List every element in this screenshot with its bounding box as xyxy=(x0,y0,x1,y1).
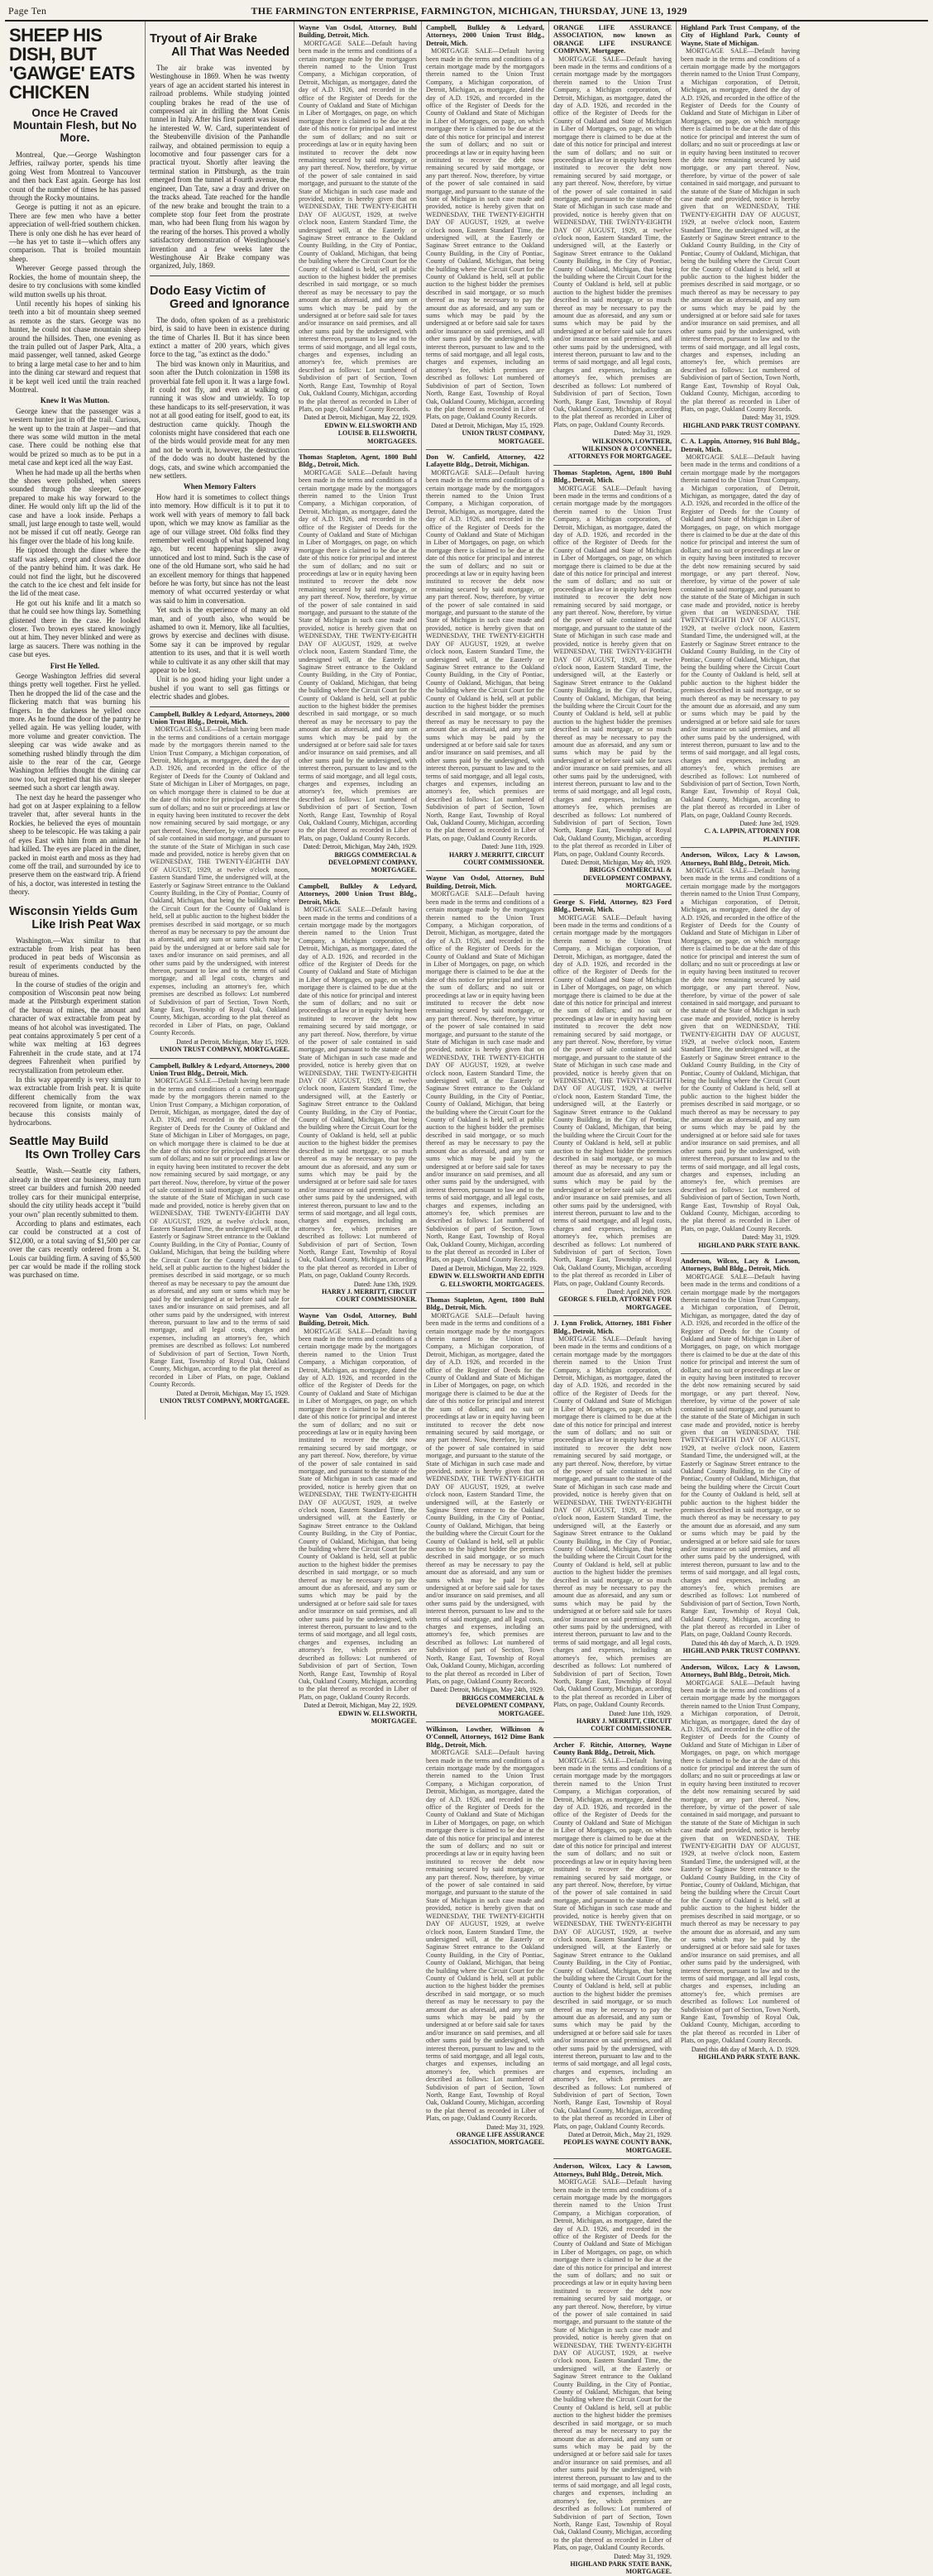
legal-notice-signature: HIGHLAND PARK TRUST COMPANY. xyxy=(682,1647,800,1655)
notice-divider xyxy=(426,1721,544,1722)
story-paragraph: Seattle, Wash.—Seattle city fathers, already in the street car business, may turn street car builders and furnish 200 needed trolley cars for their municipal enterprise, should the city utility heads accept it "build your own" plan recently submitted to them. xyxy=(9,1166,141,1219)
story-wisconsin-headline xyxy=(9,905,141,931)
legal-notice-body: MORTGAGE SALE—Default having been made in the terms and conditions of a certain mortgage made by the mortgagors therein named to the Union Trust Company, a Michigan corporation, of Detroit, Michigan, as mortgagee, dated the day of A.D. 1926, and recorded in the office of the Register of Deeds for the County of Oakland and State of Michigan in Liber of Mortgages, on page, on which mortgage there is claimed to be due at the date of this notice for principal and interest the sum of dollars; and no suit or proceedings at law or in equity having been instituted to recover the debt now remaining secured by said mortgage, or any part thereof. Now, therefore, by virtue of the power of sale contained in said mortgage, and pursuant to the statute of the State of Michigan in such case made and provided, notice is hereby given that on WEDNESDAY, THE TWENTY-EIGHTH DAY OF AUGUST, 1929, at twelve o'clock noon, Eastern Standard Time, the undersigned will, at the Easterly or Saginaw Street entrance to the Oakland County Building, in the City of Pontiac, County of Oakland, Michigan, that being the building where the Circuit Court for the County of Oakland is held, sell at public auction to the highest bidder the premises described in said mortgage, or so much thereof as may be necessary to pay the amount due as aforesaid, and any sum or sums which may be paid by the undersigned at or before said sale for taxes and/or insurance on said premises, and all other sums paid by the undersigned, with interest thereon, pursuant to law and to the terms of said mortgage, and all legal costs, charges and expenses, including an attorney's fee, which premises are described as follows: Lot numbered of Subdivision of part of Section, Town North, Range East, Township of Royal Oak, Oakland County, Michigan, according to the plat thereof as recorded in Liber of Plats, on page, Oakland County Records. xyxy=(299,39,418,413)
column-1 xyxy=(5,22,146,1420)
legal-notice-body: MORTGAGE SALE—Default having been made in the terms and conditions of a certain mortgage made by the mortgagors therein named to the Union Trust Company, a Michigan corporation, of Detroit, Michigan, as mortgagee, dated the day of A.D. 1926, and recorded in the office of the Register of Deeds for the County of Oakland and State of Michigan in Liber of Mortgages, on page, on which mortgage there is claimed to be due at the date of this notice for principal and interest the sum of dollars; and no suit or proceedings at law or in equity having been instituted to recover the debt now remaining secured by said mortgage, or any part thereof. Now, therefore, by virtue of the power of sale contained in said mortgage, and pursuant to the statute of the State of Michigan in such case made and provided, notice is hereby given that on WEDNESDAY, THE TWENTY-EIGHTH DAY OF AUGUST, 1929, at twelve o'clock noon, Eastern Standard Time, the undersigned will, at the Easterly or Saginaw Street entrance to the Oakland County Building, in the City of Pontiac, County of Oakland, Michigan, that being the building where the Circuit Court for the County of Oakland is held, sell at public auction to the highest bidder the premises described in said mortgage, or so much thereof as may be necessary to pay the amount due as aforesaid, and any sum or sums which may be paid by the undersigned at or before said sale for taxes and/or insurance on said premises, and all other sums paid by the undersigned, with interest thereon, pursuant to law and to the terms of said mortgage, and all legal costs, charges and expenses, including an attorney's fee, which premises are described as follows: Lot numbered of Subdivision of part of Section, Town North, Range East, Township of Royal Oak, Oakland County, Michigan, according to the plat thereof as recorded in Liber of Plats, on page, Oakland County Records. xyxy=(426,1311,545,1685)
legal-notice-signature: HIGHLAND PARK STATE BANK. xyxy=(698,1241,800,1249)
legal-notice-signature: HARRY J. MERRITT, CIRCUIT COURT COMMISSIONER. xyxy=(448,850,544,867)
legal-notice-body: MORTGAGE SALE—Default having been made in the terms and conditions of a certain mortgage made by the mortgagors therein named to the Union Trust Company, a Michigan corporation, of Detroit, Michigan, as mortgagee, dated the day of A.D. 1926, and recorded in the office of the Register of Deeds for the County of Oakland and State of Michigan in Liber of Mortgages, on page, on which mortgage there is claimed to be due at the date of this notice for principal and interest the sum of dollars; and no suit or proceedings at law or in equity having been instituted to recover the debt now remaining secured by said mortgage, or any part thereof. Now, therefore, by virtue of the power of sale contained in said mortgage, and pursuant to the statute of the State of Michigan in such case made and provided, notice is hereby given that on WEDNESDAY, THE TWENTY-EIGHTH DAY OF AUGUST, 1929, at twelve o'clock noon, Eastern Standard Time, the undersigned will, at the Easterly or Saginaw Street entrance to the Oakland County Building, in the City of Pontiac, County of Oakland, Michigan, that being the building where the Circuit Court for the County of Oakland is held, sell at public auction to the highest bidder the premises described in said mortgage, or so much thereof as may be necessary to pay the amount due as aforesaid, and any sum or sums which may be paid by the undersigned at or before said sale for taxes and/or insurance on said premises, and all other sums paid by the undersigned, with interest thereon, pursuant to law and to the terms of said mortgage, and all legal costs, charges and expenses, including an attorney's fee, which premises are described as follows: Lot numbered of Subdivision of part of Section, Town North, Range East, Township of Royal Oak, Oakland County, Michigan, according to the plat thereof as recorded in Liber of Plats, on page, Oakland County Records. xyxy=(681,47,800,413)
legal-notice xyxy=(299,883,417,1304)
legal-notice-attorney: Wayne Van Osdol, Attorney, Buhl Building, Detroit, Mich. xyxy=(426,874,544,890)
story-paragraph: Wherever George passed through the Rockies, the home of mountain sheep, the desire to try conclusions with some kindled wild mutton swells up his throat. xyxy=(9,264,141,299)
page-number: Page Ten xyxy=(8,5,47,17)
notice-divider xyxy=(299,1308,417,1309)
legal-notice-date: Dated this 4th day of March, A. D. 1929. xyxy=(691,2045,800,2053)
legal-notice-body: MORTGAGE SALE—Default having been made in the terms and conditions of a certain mortgage made by the mortgagors therein named to the Union Trust Company, a Michigan corporation, of Detroit, Michigan, as mortgagee, dated the day of A.D. 1926, and recorded in the office of the Register of Deeds for the County of Oakland and State of Michigan in Liber of Mortgages, on page, on which mortgage there is claimed to be due at the date of this notice for principal and interest the sum of dollars; and no suit or proceedings at law or in equity having been instituted to recover the debt now remaining secured by said mortgage, or any part thereof. Now, therefore, by virtue of the power of sale contained in said mortgage, and pursuant to the statute of the State of Michigan in such case made and provided, notice is hereby given that on WEDNESDAY, THE TWENTY-EIGHTH DAY OF AUGUST, 1929, at twelve o'clock noon, Eastern Standard Time, the undersigned will, at the Easterly or Saginaw Street entrance to the Oakland County Building, in the City of Pontiac, County of Oakland, Michigan, that being the building where the Circuit Court for the County of Oakland is held, sell at public auction to the highest bidder the premises described in said mortgage, or so much thereof as may be necessary to pay the amount due as aforesaid, and any sum or sums which may be paid by the undersigned at or before said sale for taxes and/or insurance on said premises, and all other sums paid by the undersigned, with interest thereon, pursuant to law and to the terms of said mortgage, and all legal costs, charges and expenses, including an attorney's fee, which premises are described as follows: Lot numbered of Subdivision of part of Section, Town North, Range East, Township of Royal Oak, Oakland County, Michigan, according to the plat thereof as recorded in Liber of Plats, on page, Oakland County Records. xyxy=(553,1756,672,2130)
legal-notice-signature: HARRY J. MERRITT, CIRCUIT COURT COMMISSIONER. xyxy=(576,1717,672,1733)
newspaper-title: THE FARMINGTON ENTERPRISE, FARMINGTON, MICHIGAN, THURSDAY, JUNE 13, 1929 xyxy=(251,5,687,17)
legal-notice-date: Dated at Detroit, Michigan, May 15, 1929. xyxy=(176,1037,289,1046)
story-paragraph: George knew that the passenger was a western hunter just in off the trail. Curious, he went up to the train at Jasper—and that there was some wild mutton in the metal case. There could be nothing else that would be prized so much as to be put in a metal case and kept iced all the way East. xyxy=(9,406,141,467)
story-paragraph: According to plans and estimates, each car could be constructed at a cost of $12,000, or a total saving of $1,500 per car over the cars recently ordered from a St. Louis car building firm. A saving of $5,500 per car would be made if the rolling stock was purchased on time. xyxy=(9,1219,141,1280)
legal-notice-date: Dated: June 11th, 1929. xyxy=(481,843,544,851)
notice-divider xyxy=(553,1315,672,1316)
legal-notice-body: MORTGAGE SALE—Default having been made in the terms and conditions of a certain mortgage made by the mortgagors therein named to the Union Trust Company, a Michigan corporation, of Detroit, Michigan, as mortgagee, dated the day of A.D. 1926, and recorded in the office of the Register of Deeds for the County of Oakland and State of Michigan in Liber of Mortgages, on page, on which mortgage there is claimed to be due at the date of this notice for principal and interest the sum of dollars; and no suit or proceedings at law or in equity having been instituted to recover the debt now remaining secured by said mortgage, or any part thereof. Now, therefore, by virtue of the power of sale contained in said mortgage, and pursuant to the statute of the State of Michigan in such case made and provided, notice is hereby given that on WEDNESDAY, THE TWENTY-EIGHTH DAY OF AUGUST, 1929, at twelve o'clock noon, Eastern Standard Time, the undersigned will, at the Easterly or Saginaw Street entrance to the Oakland County Building, in the City of Pontiac, County of Oakland, Michigan, that being the building where the Circuit Court for the County of Oakland is held, sell at public auction to the highest bidder the premises described in said mortgage, or so much thereof as may be necessary to pay the amount due as aforesaid, and any sum or sums which may be paid by the undersigned at or before said sale for taxes and/or insurance on said premises, and all other sums paid by the undersigned, with interest thereon, pursuant to law and to the terms of said mortgage, and all legal costs, charges and expenses, including an attorney's fee, which premises are described as follows: Lot numbered of Subdivision of part of Section, Town North, Range East, Township of Royal Oak, Oakland County, Michigan, according to the plat thereof as recorded in Liber of Plats, on page, Oakland County Records. xyxy=(553,484,672,858)
column-5 xyxy=(549,22,677,2576)
legal-notice-attorney: Campbell, Bulkley & Ledyard, Attorneys, 2000 Union Trust Bldg., Detroit, Mich. xyxy=(150,1061,289,1077)
headline-line: Wisconsin Yields Gum xyxy=(9,904,138,918)
legal-notice-signature: BRIGGS COMMERCIAL & DEVELOPMENT COMPANY, MORTGAGEE. xyxy=(583,866,672,890)
legal-notice xyxy=(299,24,417,445)
legal-notice-attorney: Thomas Stapleton, Agent, 1800 Buhl Bldg., Detroit, Mich. xyxy=(426,1296,544,1312)
headline-line: Greed and Ignorance xyxy=(169,297,289,311)
legal-notice-body: MORTGAGE SALE—Default having been made in the terms and conditions of a certain mortgage made by the mortgagors therein named to the Union Trust Company, a Michigan corporation, of Detroit, Michigan, as mortgagee, dated the day of A.D. 1926, and recorded in the office of the Register of Deeds for the County of Oakland and State of Michigan in Liber of Mortgages, on page, on which mortgage there is claimed to be due at the date of this notice for principal and interest the sum of dollars; and no suit or proceedings at law or in equity having been instituted to recover the debt now remaining secured by said mortgage, or any part thereof. Now, therefore, by virtue of the power of sale contained in said mortgage, and pursuant to the statute of the State of Michigan in such case made and provided, notice is hereby given that on WEDNESDAY, THE TWENTY-EIGHTH DAY OF AUGUST, 1929, at twelve o'clock noon, Eastern Standard Time, the undersigned will, at the Easterly or Saginaw Street entrance to the Oakland County Building, in the City of Pontiac, County of Oakland, Michigan, that being the building where the Circuit Court for the County of Oakland is held, sell at public auction to the highest bidder the premises described in said mortgage, or so much thereof as may be necessary to pay the amount due as aforesaid, and any sum or sums which may be paid by the undersigned at or before said sale for taxes and/or insurance on said premises, and all other sums paid by the undersigned, with interest thereon, pursuant to law and to the terms of said mortgage, and all legal costs, charges and expenses, including an attorney's fee, which premises are described as follows: Lot numbered of Subdivision of part of Section, Town North, Range East, Township of Royal Oak, Oakland County, Michigan, according to the plat thereof as recorded in Liber of Plats, on page, Oakland County Records. xyxy=(681,1272,800,1639)
headline-line: Its Own Trolley Cars xyxy=(25,1148,141,1162)
legal-notice xyxy=(299,453,417,874)
notice-divider xyxy=(299,449,417,450)
story-paragraph: George Washington Jeffries did several things pretty well together. First he yelled. Then he dropped the lid of the case and the flickering match that was burning his fingers. In the darkness he yelled once more. As he found the door of the pantry he yelled again. He was yelling louder, with more volume and greater conviction. The sleeping car was wide awake and as something rushed blindly through the dim aisle to the rear of the car, George Washington Jeffries thought the dining car now too, but regretted that his own sleeper seemed such a short car length away. xyxy=(9,671,141,792)
column-6 xyxy=(677,22,804,2061)
legal-notice-signature: ORANGE LIFE ASSURANCE ASSOCIATION, MORTGAGEE. xyxy=(449,2131,544,2147)
legal-notice-body: MORTGAGE SALE—Default having been made in the terms and conditions of a certain mortgage made by the mortgagors therein named to the Union Trust Company, a Michigan corporation, of Detroit, Michigan, as mortgagee, dated the day of A.D. 1926, and recorded in the office of the Register of Deeds for the County of Oakland and State of Michigan in Liber of Mortgages, on page, on which mortgage there is claimed to be due at the date of this notice for principal and interest the sum of dollars; and no suit or proceedings at law or in equity having been instituted to recover the debt now remaining secured by said mortgage, or any part thereof. Now, therefore, by virtue of the power of sale contained in said mortgage, and pursuant to the statute of the State of Michigan in such case made and provided, notice is hereby given that on WEDNESDAY, THE TWENTY-EIGHTH DAY OF AUGUST, 1929, at twelve o'clock noon, Eastern Standard Time, the undersigned will, at the Easterly or Saginaw Street entrance to the Oakland County Building, in the City of Pontiac, County of Oakland, Michigan, that being the building where the Circuit Court for the County of Oakland is held, sell at public auction to the highest bidder the premises described in said mortgage, or so much thereof as may be necessary to pay the amount due as aforesaid, and any sum or sums which may be paid by the undersigned at or before said sale for taxes and/or insurance on said premises, and all other sums paid by the undersigned, with interest thereon, pursuant to law and to the terms of said mortgage, and all legal costs, charges and expenses, including an attorney's fee, which premises are described as follows: Lot numbered of Subdivision of part of Section, Town North, Range East, Township of Royal Oak, Oakland County, Michigan, according to the plat thereof as recorded in Liber of Plats, on page, Oakland County Records. xyxy=(299,906,418,1280)
notice-divider xyxy=(681,847,800,848)
legal-notice-attorney: George S. Field, Attorney, 823 Ford Bldg., Detroit, Mich. xyxy=(553,898,672,914)
legal-notice-date: Dated: May 31, 1929. xyxy=(742,1233,800,1242)
legal-notices-col4 xyxy=(426,24,544,2147)
legal-notice-attorney: ORANGE LIFE ASSURANCE ASSOCIATION, now known as ORANGE LIFE INSURANCE COMPANY, Mortgagee. xyxy=(553,24,672,55)
legal-notice xyxy=(426,1726,544,2147)
legal-notice-date: Dated: May 31, 1929. xyxy=(742,414,800,422)
legal-notice-date: Dated: Detroit, Michigan, May 24th, 1929. xyxy=(303,843,417,851)
legal-notice-attorney: C. A. Lappin, Attorney, 916 Buhl Bldg., Detroit, Mich. xyxy=(681,438,800,453)
masthead xyxy=(5,3,928,22)
legal-notice-signature: EDWIN W. ELLSWORTH, MORTGAGEE. xyxy=(338,1709,417,1725)
legal-notice xyxy=(681,851,800,1249)
legal-notice-body: MORTGAGE SALE—Default having been made in the terms and conditions of a certain mortgage made by the mortgagors therein named to the Union Trust Company, a Michigan corporation, of Detroit, Michigan, as mortgagee, dated the day of A.D. 1926, and recorded in the office of the Register of Deeds for the County of Oakland and State of Michigan in Liber of Mortgages, on page, on which mortgage there is claimed to be due at the date of this notice for principal and interest the sum of dollars; and no suit or proceedings at law or in equity having been instituted to recover the debt now remaining secured by said mortgage, or any part thereof. Now, therefore, by virtue of the power of sale contained in said mortgage, and pursuant to the statute of the State of Michigan in such case made and provided, notice is hereby given that on WEDNESDAY, THE TWENTY-EIGHTH DAY OF AUGUST, 1929, at twelve o'clock noon, Eastern Standard Time, the undersigned will, at the Easterly or Saginaw Street entrance to the Oakland County Building, in the City of Pontiac, County of Oakland, Michigan, that being the building where the Circuit Court for the County of Oakland is held, sell at public auction to the highest bidder the premises described in said mortgage, or so much thereof as may be necessary to pay the amount due as aforesaid, and any sum or sums which may be paid by the undersigned at or before said sale for taxes and/or insurance on said premises, and all other sums paid by the undersigned, with interest thereon, pursuant to law and to the terms of said mortgage, and all legal costs, charges and expenses, including an attorney's fee, which premises are described as follows: Lot numbered of Subdivision of part of Section, Town North, Range East, Township of Royal Oak, Oakland County, Michigan, according to the plat thereof as recorded in Liber of Plats, on page, Oakland County Records. xyxy=(150,1077,289,1389)
legal-notice-signature: UNION TRUST COMPANY, MORTGAGEE. xyxy=(462,429,544,445)
story-paragraph: In the course of studies of the origin and composition of Wisconsin peat now being made at the Pittsburgh experiment station of the bureau of mines, the amount and character of wax extractable from peat by means of hot alcohol was investigated. The peat contains approximately 5 per cent of a white wax melting at 163 degrees Fahrenheit in the crude state, and at 174 degrees Fahrenheit when purified by recrystallization from petroleum ether. xyxy=(9,979,141,1075)
legal-notice-body: MORTGAGE SALE—Default having been made in the terms and conditions of a certain mortgage made by the mortgagors therein named to the Union Trust Company, a Michigan corporation, of Detroit, Michigan, as mortgagee, dated the day of A.D. 1926, and recorded in the office of the Register of Deeds for the County of Oakland and State of Michigan in Liber of Mortgages, on page, on which mortgage there is claimed to be due at the date of this notice for principal and interest the sum of dollars; and no suit or proceedings at law or in equity having been instituted to recover the debt now remaining secured by said mortgage, or any part thereof. Now, therefore, by virtue of the power of sale contained in said mortgage, and pursuant to the statute of the State of Michigan in such case made and provided, notice is hereby given that on WEDNESDAY, THE TWENTY-EIGHTH DAY OF AUGUST, 1929, at twelve o'clock noon, Eastern Standard Time, the undersigned will, at the Easterly or Saginaw Street entrance to the Oakland County Building, in the City of Pontiac, County of Oakland, Michigan, that being the building where the Circuit Court for the County of Oakland is held, sell at public auction to the highest bidder the premises described in said mortgage, or so much thereof as may be necessary to pay the amount due as aforesaid, and any sum or sums which may be paid by the undersigned at or before said sale for taxes and/or insurance on said premises, and all other sums paid by the undersigned, with interest thereon, pursuant to law and to the terms of said mortgage, and all legal costs, charges and expenses, including an attorney's fee, which premises are described as follows: Lot numbered of Subdivision of part of Section, Town North, Range East, Township of Royal Oak, Oakland County, Michigan, according to the plat thereof as recorded in Liber of Plats, on page, Oakland County Records. xyxy=(299,1327,418,1701)
legal-notice-date: Dated at Detroit, Michigan, May 15, 1929. xyxy=(431,421,544,429)
story-sheep-subhead-2: Knew It Was Mutton. xyxy=(40,396,110,405)
legal-notice-signature: UNION TRUST COMPANY, MORTGAGEE. xyxy=(160,1046,289,1054)
legal-notice-date: Dated at Detroit, Michigan, May 15, 1929. xyxy=(176,1389,289,1397)
legal-notice-attorney: Anderson, Wilcox, Lacy & Lawson, Attorneys, Buhl Bldg., Detroit, Mich. xyxy=(681,1257,800,1273)
legal-notice xyxy=(553,1741,672,2155)
story-paragraph: Until recently his hopes of sinking his teeth into a bit of mountain sheep seemed as remote as the stars. George was no hunter, he could not chase mountain sheep around the hillsides. Then, one evening as the train pulled out of Jasper Park, Alta., a maid passenger, well tanned, asked George to bring a large metal case to her and to him into the dining car steward and request that it be kept well iced until the train reached Montreal. xyxy=(9,299,141,394)
notice-divider xyxy=(553,465,672,466)
legal-notice-body: MORTGAGE SALE—Default having been made in the terms and conditions of a certain mortgage made by the mortgagors therein named to the Union Trust Company, a Michigan corporation, of Detroit, Michigan, as mortgagee, dated the day of A.D. 1926, and recorded in the office of the Register of Deeds for the County of Oakland and State of Michigan in Liber of Mortgages, on page, on which mortgage there is claimed to be due at the date of this notice for principal and interest the sum of dollars; and no suit or proceedings at law or in equity having been instituted to recover the debt now remaining secured by said mortgage, or any part thereof. Now, therefore, by virtue of the power of sale contained in said mortgage, and pursuant to the statute of the State of Michigan in such case made and provided, notice is hereby given that on WEDNESDAY, THE TWENTY-EIGHTH DAY OF AUGUST, 1929, at twelve o'clock noon, Eastern Standard Time, the undersigned will, at the Easterly or Saginaw Street entrance to the Oakland County Building, in the City of Pontiac, County of Oakland, Michigan, that being the building where the Circuit Court for the County of Oakland is held, sell at public auction to the highest bidder the premises described in said mortgage, or so much thereof as may be necessary to pay the amount due as aforesaid, and any sum or sums which may be paid by the undersigned at or before said sale for taxes and/or insurance on said premises, and all other sums paid by the undersigned, with interest thereon, pursuant to law and to the terms of said mortgage, and all legal costs, charges and expenses, including an attorney's fee, which premises are described as follows: Lot numbered of Subdivision of part of Section, Town North, Range East, Township of Royal Oak, Oakland County, Michigan, according to the plat thereof as recorded in Liber of Plats, on page, Oakland County Records. xyxy=(150,725,289,1037)
legal-notice-date: Dated: May 31, 1929. xyxy=(614,429,672,438)
legal-notice-signature: C. A. LAPPIN, ATTORNEY FOR PLAINTIFF. xyxy=(704,827,800,843)
legal-notice xyxy=(299,1312,417,1726)
legal-notice-body: MORTGAGE SALE—Default having been made in the terms and conditions of a certain mortgage made by the mortgagors therein named to the Union Trust Company, a Michigan corporation, of Detroit, Michigan, as mortgagee, dated the day of A.D. 1926, and recorded in the office of the Register of Deeds for the County of Oakland and State of Michigan in Liber of Mortgages, on page, on which mortgage there is claimed to be due at the date of this notice for principal and interest the sum of dollars; and no suit or proceedings at law or in equity having been instituted to recover the debt now remaining secured by said mortgage, or any part thereof. Now, therefore, by virtue of the power of sale contained in said mortgage, and pursuant to the statute of the State of Michigan in such case made and provided, notice is hereby given that on WEDNESDAY, THE TWENTY-EIGHTH DAY OF AUGUST, 1929, at twelve o'clock noon, Eastern Standard Time, the undersigned will, at the Easterly or Saginaw Street entrance to the Oakland County Building, in the City of Pontiac, County of Oakland, Michigan, that being the building where the Circuit Court for the County of Oakland is held, sell at public auction to the highest bidder the premises described in said mortgage, or so much thereof as may be necessary to pay the amount due as aforesaid, and any sum or sums which may be paid by the undersigned at or before said sale for taxes and/or insurance on said premises, and all other sums paid by the undersigned, with interest thereon, pursuant to law and to the terms of said mortgage, and all legal costs, charges and expenses, including an attorney's fee, which premises are described as follows: Lot numbered of Subdivision of part of Section, Town North, Range East, Township of Royal Oak, Oakland County, Michigan, according to the plat thereof as recorded in Liber of Plats, on page, Oakland County Records. xyxy=(426,47,545,421)
legal-notice-attorney: Archer F. Ritchie, Attorney, Wayne County Bank Bldg., Detroit, Mich. xyxy=(553,1740,672,1757)
story-paragraph: Unit is no good hiding your light under a bushel if you want to sell gas fittings or electric shades and globes. xyxy=(150,675,289,701)
story-paragraph: The dodo, often spoken of as a prehistoric bird, is said to have been in existence during the time of Charles II. But it has since been extinct a matter of 200 years, which gives force to the tag, "as extinct as the dodo." xyxy=(150,315,289,359)
legal-notice-date: Dated: June 3rd, 1929. xyxy=(739,820,800,828)
legal-notice-date: Dated: June 11th, 1929. xyxy=(609,1709,672,1717)
legal-notice-signature: HIGHLAND PARK STATE BANK, MORTGAGEE. xyxy=(570,2560,672,2576)
legal-notice xyxy=(553,898,672,1312)
story-paragraph: How hard it is sometimes to collect things into memory. How difficult is it to put it to work well with years of memory to fall back upon, which we may know as familiar as the age of our village street. Old folks find they remember well enough of what happened long ago, but recent happenings slip away unnoticed and lost to mind. Such is the case of one of the old Humane sort, who said he had an excellent memory for things that happened before he was forty, but since has not the least memory of what occurred yesterday or what was said to him in conversation. xyxy=(150,492,289,605)
legal-notice-body: MORTGAGE SALE—Default having been made in the terms and conditions of a certain mortgage made by the mortgagors therein named to the Union Trust Company, a Michigan corporation, of Detroit, Michigan, as mortgagee, dated the day of A.D. 1926, and recorded in the office of the Register of Deeds for the County of Oakland and State of Michigan in Liber of Mortgages, on page, on which mortgage there is claimed to be due at the date of this notice for principal and interest the sum of dollars; and no suit or proceedings at law or in equity having been instituted to recover the debt now remaining secured by said mortgage, or any part thereof. Now, therefore, by virtue of the power of sale contained in said mortgage, and pursuant to the statute of the State of Michigan in such case made and provided, notice is hereby given that on WEDNESDAY, THE TWENTY-EIGHTH DAY OF AUGUST, 1929, at twelve o'clock noon, Eastern Standard Time, the undersigned will, at the Easterly or Saginaw Street entrance to the Oakland County Building, in the City of Pontiac, County of Oakland, Michigan, that being the building where the Circuit Court for the County of Oakland is held, sell at public auction to the highest bidder the premises described in said mortgage, or so much thereof as may be necessary to pay the amount due as aforesaid, and any sum or sums which may be paid by the undersigned at or before said sale for taxes and/or insurance on said premises, and all other sums paid by the undersigned, with interest thereon, pursuant to law and to the terms of said mortgage, and all legal costs, charges and expenses, including an attorney's fee, which premises are described as follows: Lot numbered of Subdivision of part of Section, Town North, Range East, Township of Royal Oak, Oakland County, Michigan, according to the plat thereof as recorded in Liber of Plats, on page, Oakland County Records. xyxy=(681,867,800,1233)
story-paragraph: He tiptoed through the diner where the staff was asleep, crept and closed the door of the pantry behind him. It was dark. He could not find the light, but he discovered the catch to the ice chest and felt inside for the lid of the meat case. xyxy=(9,546,141,598)
legal-notice-body: MORTGAGE SALE—Default having been made in the terms and conditions of a certain mortgage made by the mortgagors therein named to the Union Trust Company, a Michigan corporation, of Detroit, Michigan, as mortgagee, dated the day of A.D. 1926, and recorded in the office of the Register of Deeds for the County of Oakland and State of Michigan in Liber of Mortgages, on page, on which mortgage there is claimed to be due at the date of this notice for principal and interest the sum of dollars; and no suit or proceedings at law or in equity having been instituted to recover the debt now remaining secured by said mortgage, or any part thereof. Now, therefore, by virtue of the power of sale contained in said mortgage, and pursuant to the statute of the State of Michigan in such case made and provided, notice is hereby given that on WEDNESDAY, THE TWENTY-EIGHTH DAY OF AUGUST, 1929, at twelve o'clock noon, Eastern Standard Time, the undersigned will, at the Easterly or Saginaw Street entrance to the Oakland County Building, in the City of Pontiac, County of Oakland, Michigan, that being the building where the Circuit Court for the County of Oakland is held, sell at public auction to the highest bidder the premises described in said mortgage, or so much thereof as may be necessary to pay the amount due as aforesaid, and any sum or sums which may be paid by the undersigned at or before said sale for taxes and/or insurance on said premises, and all other sums paid by the undersigned, with interest thereon, pursuant to law and to the terms of said mortgage, and all legal costs, charges and expenses, including an attorney's fee, which premises are described as follows: Lot numbered of Subdivision of part of Section, Town North, Range East, Township of Royal Oak, Oakland County, Michigan, according to the plat thereof as recorded in Liber of Plats, on page, Oakland County Records. xyxy=(553,913,672,1287)
legal-notice-attorney: Wayne Van Osdol, Attorney, Buhl Building, Detroit, Mich. xyxy=(299,1311,417,1328)
legal-notice-attorney: Wilkinson, Lowther, Wilkinson & O'Connell, Attorneys, 1612 Dime Bank Bldg., Detroit, Mich. xyxy=(426,1725,544,1749)
story-paragraph: When he had made up all the berths when the shoes were polished, when sneers sounded through the sleeper, George prepared to make his way forward to the diner. He would only lift up the lid of the case and have a look inside. Perhaps a small, just large enough to taste well, would not be missed if cut off neatly. George ran his finger over the blade of his long knife. xyxy=(9,467,141,545)
legal-notice-date: Dated: May 31, 1929. xyxy=(486,2123,544,2131)
headline-line: Dodo Easy Victim of xyxy=(150,284,266,298)
story-airbrake-headline xyxy=(150,32,289,59)
divider xyxy=(150,275,289,276)
columns xyxy=(5,22,928,2576)
story-paragraph: The air brake was invented by Westinghouse in 1869. When he was twenty years of age an accident started his interest in railroad problems. While studying jointed coupling brakes he read of the use of compressed air in drilling the Mont Cenis tunnel in Italy. After his first patent was issued he interested W. W. Card, superintendent of the Steubenville division of the Panhandle railway, and obtained permission to equip a locomotive and four passenger cars for a practical tryout. Shortly after leaving the terminal station in Pittsburgh, as the train emerged from the tunnel at Fourth avenue, the engineer, Dan Tate, saw a dray and driver on the tracks ahead. Tate reached for the handle of the new brake and brought the train to a complete stop four feet from the prostrate man, who had been flung from his wagon by the rearing of the horses. This proved a wholly satisfactory demonstration of Westinghouse's invention and a few weeks later the Westinghouse Air Brake company was organized, July, 1869. xyxy=(150,64,289,271)
legal-notice-signature: PEOPLES WAYNE COUNTY BANK, MORTGAGEE. xyxy=(563,2138,672,2154)
legal-notice-attorney: Anderson, Wilcox, Lacy & Lawson, Attorneys, Buhl Bldg., Detroit, Mich. xyxy=(681,851,800,867)
divider xyxy=(150,706,289,707)
legal-notice-signature: HARRY J. MERRITT, CIRCUIT COURT COMMISSIONER. xyxy=(321,1288,417,1304)
legal-notice xyxy=(681,1664,800,2061)
story-sheep-subhead: Once He Craved Mountain Flesh, but No More. xyxy=(12,107,137,144)
legal-notice-body: MORTGAGE SALE—Default having been made in the terms and conditions of a certain mortgage made by the mortgagors therein named to the Union Trust Company, a Michigan corporation, of Detroit, Michigan, as mortgagee, dated the day of A.D. 1926, and recorded in the office of the Register of Deeds for the County of Oakland and State of Michigan in Liber of Mortgages, on page, on which mortgage there is claimed to be due at the date of this notice for principal and interest the sum of dollars; and no suit or proceedings at law or in equity having been instituted to recover the debt now remaining secured by said mortgage, or any part thereof. Now, therefore, by virtue of the power of sale contained in said mortgage, and pursuant to the statute of the State of Michigan in such case made and provided, notice is hereby given that on WEDNESDAY, THE TWENTY-EIGHTH DAY OF AUGUST, 1929, at twelve o'clock noon, Eastern Standard Time, the undersigned will, at the Easterly or Saginaw Street entrance to the Oakland County Building, in the City of Pontiac, County of Oakland, Michigan, that being the building where the Circuit Court for the County of Oakland is held, sell at public auction to the highest bidder the premises described in said mortgage, or so much thereof as may be necessary to pay the amount due as aforesaid, and any sum or sums which may be paid by the undersigned at or before said sale for taxes and/or insurance on said premises, and all other sums paid by the undersigned, with interest thereon, pursuant to law and to the terms of said mortgage, and all legal costs, charges and expenses, including an attorney's fee, which premises are described as follows: Lot numbered of Subdivision of part of Section, Town North, Range East, Township of Royal Oak, Oakland County, Michigan, according to the plat thereof as recorded in Liber of Plats, on page, Oakland County Records. xyxy=(681,1678,800,2045)
story-seattle-headline xyxy=(9,1135,141,1161)
legal-notices-col3 xyxy=(299,24,417,1725)
notice-divider xyxy=(553,1737,672,1738)
legal-notice-date: Dated: Detroit, Michigan, May 24th, 1929. xyxy=(430,1686,544,1694)
legal-notices-col6 xyxy=(681,24,800,2061)
legal-notice-attorney: Campbell, Bulkley & Ledyard, Attorneys, 2000 Union Trust Bldg., Detroit, Mich. xyxy=(299,882,417,906)
legal-notice xyxy=(553,1319,672,1733)
legal-notice xyxy=(553,469,672,890)
legal-notice-signature: HIGHLAND PARK STATE BANK. xyxy=(698,2053,800,2061)
column-2 xyxy=(146,22,294,1420)
story-paragraph: The next day he heard the passenger who had got on at Jasper explaining to a fellow traveler that, after several hunts in the Rockies, he believed the eyes of mountain sheep to be telescopic. He was taking a pair of eyes East with him from an animal he had killed. The eyes are placed in the diner, packed in moist earth and moss as they had come off the trail, and surrounded by ice to preserve them on the eastward trip. A friend of his, a doctor, was interested in testing the theory. xyxy=(9,792,141,897)
legal-notices-col2 xyxy=(150,711,289,1405)
legal-notice xyxy=(426,453,544,867)
story-paragraph: In this way apparently is very similar to wax extractable from Irish peat. It is quite different chemically from the wax recovered from lignite, or montan wax, because this consists mainly of hydrocarbons. xyxy=(9,1075,141,1128)
legal-notice-attorney: Wayne Van Osdol, Attorney, Buhl Building, Detroit, Mich. xyxy=(299,24,417,40)
legal-notice-signature: UNION TRUST COMPANY, MORTGAGEE. xyxy=(160,1396,289,1405)
legal-notice-date: Dated: Detroit, Michigan, May 4th, 1929. xyxy=(561,859,672,867)
legal-notice-date: Dated: April 26th, 1929. xyxy=(607,1288,672,1295)
legal-notice xyxy=(681,1257,800,1655)
legal-notice-signature: BRIGGS COMMERCIAL & DEVELOPMENT COMPANY, MORTGAGEE. xyxy=(456,1693,544,1717)
legal-notice-date: Dated at Detroit, Michigan, May 22, 1929. xyxy=(304,414,417,422)
legal-notice-signature: HIGHLAND PARK TRUST COMPANY. xyxy=(682,421,800,429)
story-sheep-subhead-3: First He Yelled. xyxy=(50,661,100,670)
legal-notice-body: MORTGAGE SALE—Default having been made in the terms and conditions of a certain mortgage made by the mortgagors therein named to the Union Trust Company, a Michigan corporation, of Detroit, Michigan, as mortgagee, dated the day of A.D. 1926, and recorded in the office of the Register of Deeds for the County of Oakland and State of Michigan in Liber of Mortgages, on page, on which mortgage there is claimed to be due at the date of this notice for principal and interest the sum of dollars; and no suit or proceedings at law or in equity having been instituted to recover the debt now remaining secured by said mortgage, or any part thereof. Now, therefore, by virtue of the power of sale contained in said mortgage, and pursuant to the statute of the State of Michigan in such case made and provided, notice is hereby given that on WEDNESDAY, THE TWENTY-EIGHTH DAY OF AUGUST, 1929, at twelve o'clock noon, Eastern Standard Time, the undersigned will, at the Easterly or Saginaw Street entrance to the Oakland County Building, in the City of Pontiac, County of Oakland, Michigan, that being the building where the Circuit Court for the County of Oakland is held, sell at public auction to the highest bidder the premises described in said mortgage, or so much thereof as may be necessary to pay the amount due as aforesaid, and any sum or sums which may be paid by the undersigned at or before said sale for taxes and/or insurance on said premises, and all other sums paid by the undersigned, with interest thereon, pursuant to law and to the terms of said mortgage, and all legal costs, charges and expenses, including an attorney's fee, which premises are described as follows: Lot numbered of Subdivision of part of Section, Town North, Range East, Township of Royal Oak, Oakland County, Michigan, according to the plat thereof as recorded in Liber of Plats, on page, Oakland County Records. xyxy=(426,890,545,1264)
story-paragraph: The bird was known only in Mauritius, and soon after the Dutch colonization in 1598 its proverbial fate fell upon it. It was a large fowl. It could not fly, and even at walking or running it was slow and unwieldy. To top these handicaps to its self-preservation, it was not at all good eating for itself, good to eat, its destruction came quickly. Though the colonists might have considered that each one of the birds would provide meat for any men and not be worth it, however, the destruction of the dodo was no doubt hastened by the dogs, cats, and swine which accompanied the new settlers. xyxy=(150,359,289,481)
story-paragraph: Yet such is the experience of many an old man, and of youth also, who would be ashamed to own it. Memory, like all faculties, grows by exercise and declines with disuse. Some say it can be improved by regular attention to its uses, and that it is well worth while to cultivate it as any other skill that may appear to be lost. xyxy=(150,606,289,674)
legal-notice-body: MORTGAGE SALE—Default having been made in the terms and conditions of a certain mortgage made by the mortgagors therein named to the Union Trust Company, a Michigan corporation, of Detroit, Michigan, as mortgagee, dated the day of A.D. 1926, and recorded in the office of the Register of Deeds for the County of Oakland and State of Michigan in Liber of Mortgages, on page, on which mortgage there is claimed to be due at the date of this notice for principal and interest the sum of dollars; and no suit or proceedings at law or in equity having been instituted to recover the debt now remaining secured by said mortgage, or any part thereof. Now, therefore, by virtue of the power of sale contained in said mortgage, and pursuant to the statute of the State of Michigan in such case made and provided, notice is hereby given that on WEDNESDAY, THE TWENTY-EIGHTH DAY OF AUGUST, 1929, at twelve o'clock noon, Eastern Standard Time, the undersigned will, at the Easterly or Saginaw Street entrance to the Oakland County Building, in the City of Pontiac, County of Oakland, Michigan, that being the building where the Circuit Court for the County of Oakland is held, sell at public auction to the highest bidder the premises described in said mortgage, or so much thereof as may be necessary to pay the amount due as aforesaid, and any sum or sums which may be paid by the undersigned at or before said sale for taxes and/or insurance on said premises, and all other sums paid by the undersigned, with interest thereon, pursuant to law and to the terms of said mortgage, and all legal costs, charges and expenses, including an attorney's fee, which premises are described as follows: Lot numbered of Subdivision of part of Section, Town North, Range East, Township of Royal Oak, Oakland County, Michigan, according to the plat thereof as recorded in Liber of Plats, on page, Oakland County Records. xyxy=(426,468,545,842)
legal-notice-body: MORTGAGE SALE—Default having been made in the terms and conditions of a certain mortgage made by the mortgagors therein named to the Union Trust Company, a Michigan corporation, of Detroit, Michigan, as mortgagee, dated the day of A.D. 1926, and recorded in the office of the Register of Deeds for the County of Oakland and State of Michigan in Liber of Mortgages, on page, on which mortgage there is claimed to be due at the date of this notice for principal and interest the sum of dollars; and no suit or proceedings at law or in equity having been instituted to recover the debt now remaining secured by said mortgage, or any part thereof. Now, therefore, by virtue of the power of sale contained in said mortgage, and pursuant to the statute of the State of Michigan in such case made and provided, notice is hereby given that on WEDNESDAY, THE TWENTY-EIGHTH DAY OF AUGUST, 1929, at twelve o'clock noon, Eastern Standard Time, the undersigned will, at the Easterly or Saginaw Street entrance to the Oakland County Building, in the City of Pontiac, County of Oakland, Michigan, that being the building where the Circuit Court for the County of Oakland is held, sell at public auction to the highest bidder the premises described in said mortgage, or so much thereof as may be necessary to pay the amount due as aforesaid, and any sum or sums which may be paid by the undersigned at or before said sale for taxes and/or insurance on said premises, and all other sums paid by the undersigned, with interest thereon, pursuant to law and to the terms of said mortgage, and all legal costs, charges and expenses, including an attorney's fee, which premises are described as follows: Lot numbered of Subdivision of part of Section, Town North, Range East, Township of Royal Oak, Oakland County, Michigan, according to the plat thereof as recorded in Liber of Plats, on page, Oakland County Records. xyxy=(681,452,800,819)
legal-notice-attorney: Thomas Stapleton, Agent, 1800 Buhl Bldg., Detroit, Mich. xyxy=(299,452,417,469)
notice-divider xyxy=(426,1292,544,1293)
legal-notice-date: Dated: May 31, 1929. xyxy=(614,2552,672,2560)
legal-notice-attorney: Thomas Stapleton, Agent, 1800 Buhl Bldg., Detroit, Mich. xyxy=(553,468,672,485)
notice-divider xyxy=(426,449,544,450)
story-paragraph: Washington.—Wax similar to that extractable from Irish peat has been produced in peat beds of Wisconsin as result of experiments conducted by the bureau of mines. xyxy=(9,936,141,979)
notice-divider xyxy=(681,1659,800,1660)
legal-notice-attorney: J. Lynn Frolick, Attorney, 1881 Fisher Bldg., Detroit, Mich. xyxy=(553,1319,672,1335)
legal-notice xyxy=(426,874,544,1288)
notice-divider xyxy=(553,894,672,895)
legal-notice-signature: EDWIN W. ELLSWORTH AND EDITH G. ELLSWORTH, MORTGAGEES. xyxy=(428,1272,544,1288)
legal-notice-date: Dated this 4th day of March, A. D. 1929. xyxy=(691,1639,800,1647)
story-memory-subhead: When Memory Falters xyxy=(183,482,256,491)
legal-notice-body: MORTGAGE SALE—Default having been made in the terms and conditions of a certain mortgage made by the mortgagors therein named to the Union Trust Company, a Michigan corporation, of Detroit, Michigan, as mortgagee, dated the day of A.D. 1926, and recorded in the office of the Register of Deeds for the County of Oakland and State of Michigan in Liber of Mortgages, on page, on which mortgage there is claimed to be due at the date of this notice for principal and interest the sum of dollars; and no suit or proceedings at law or in equity having been instituted to recover the debt now remaining secured by said mortgage, or any part thereof. Now, therefore, by virtue of the power of sale contained in said mortgage, and pursuant to the statute of the State of Michigan in such case made and provided, notice is hereby given that on WEDNESDAY, THE TWENTY-EIGHTH DAY OF AUGUST, 1929, at twelve o'clock noon, Eastern Standard Time, the undersigned will, at the Easterly or Saginaw Street entrance to the Oakland County Building, in the City of Pontiac, County of Oakland, Michigan, that being the building where the Circuit Court for the County of Oakland is held, sell at public auction to the highest bidder the premises described in said mortgage, or so much thereof as may be necessary to pay the amount due as aforesaid, and any sum or sums which may be paid by the undersigned at or before said sale for taxes and/or insurance on said premises, and all other sums paid by the undersigned, with interest thereon, pursuant to law and to the terms of said mortgage, and all legal costs, charges and expenses, including an attorney's fee, which premises are described as follows: Lot numbered of Subdivision of part of Section, Town North, Range East, Township of Royal Oak, Oakland County, Michigan, according to the plat thereof as recorded in Liber of Plats, on page, Oakland County Records. xyxy=(553,2178,672,2552)
legal-notice-date: Dated at Detroit, Mich., May 21, 1929. xyxy=(567,2131,672,2139)
legal-notice-body: MORTGAGE SALE—Default having been made in the terms and conditions of a certain mortgage made by the mortgagors therein named to the Union Trust Company, a Michigan corporation, of Detroit, Michigan, as mortgagee, dated the day of A.D. 1926, and recorded in the office of the Register of Deeds for the County of Oakland and State of Michigan in Liber of Mortgages, on page, on which mortgage there is claimed to be due at the date of this notice for principal and interest the sum of dollars; and no suit or proceedings at law or in equity having been instituted to recover the debt now remaining secured by said mortgage, or any part thereof. Now, therefore, by virtue of the power of sale contained in said mortgage, and pursuant to the statute of the State of Michigan in such case made and provided, notice is hereby given that on WEDNESDAY, THE TWENTY-EIGHTH DAY OF AUGUST, 1929, at twelve o'clock noon, Eastern Standard Time, the undersigned will, at the Easterly or Saginaw Street entrance to the Oakland County Building, in the City of Pontiac, County of Oakland, Michigan, that being the building where the Circuit Court for the County of Oakland is held, sell at public auction to the highest bidder the premises described in said mortgage, or so much thereof as may be necessary to pay the amount due as aforesaid, and any sum or sums which may be paid by the undersigned at or before said sale for taxes and/or insurance on said premises, and all other sums paid by the undersigned, with interest thereon, pursuant to law and to the terms of said mortgage, and all legal costs, charges and expenses, including an attorney's fee, which premises are described as follows: Lot numbered of Subdivision of part of Section, Town North, Range East, Township of Royal Oak, Oakland County, Michigan, according to the plat thereof as recorded in Liber of Plats, on page, Oakland County Records. xyxy=(553,55,672,429)
story-sheep-headline: SHEEP HIS DISH, BUT 'GAWGE' EATS CHICKEN xyxy=(9,25,135,103)
headline-line: Tryout of Air Brake xyxy=(150,32,257,45)
legal-notice xyxy=(150,1062,289,1405)
notice-divider xyxy=(426,870,544,871)
legal-notice-attorney: Don W. Canfield, Attorney, 422 Lafayette Bldg., Detroit, Michigan. xyxy=(426,452,544,469)
legal-notice-signature: BRIGGS COMMERCIAL & DEVELOPMENT COMPANY, MORTGAGEE. xyxy=(328,850,417,874)
legal-notice xyxy=(150,711,289,1054)
legal-notices-col5 xyxy=(553,24,672,2576)
headline-line: Seattle May Build xyxy=(9,1135,109,1149)
legal-notice-attorney: Anderson, Wilcox, Lacy & Lawson, Attorneys, Buhl Bldg., Detroit, Mich. xyxy=(681,1663,800,1679)
notice-divider xyxy=(553,2158,672,2159)
legal-notice-date: Dated: June 13th, 1929. xyxy=(353,1280,417,1288)
story-paragraph: He got out his knife and lit a match so that he could see how things lay. Something glistened there in the case. He looked closer. Two brown eyes stared knowingly out at him. They never blinked and were as large as saucers. There was nothing in the case but eyes. xyxy=(9,598,141,659)
legal-notice xyxy=(553,2162,672,2576)
legal-notice xyxy=(426,24,544,445)
legal-notice xyxy=(681,24,800,429)
legal-notice-date: Dated at Detroit, Michigan, May 22, 1929. xyxy=(431,1264,544,1272)
notice-divider xyxy=(150,1058,289,1059)
story-paragraph: Montreal, Que.—George Washington Jeffries, railway porter, spends his time going West from Montreal to Vancouver and then back East again. George has lost count of the number of times he has passed through the Rocky mountains. xyxy=(9,151,141,203)
column-3 xyxy=(294,22,422,1725)
story-paragraph: George is putting it not as an epicure. There are few men who have a better appreciation of well-fried southern chicken. There is only one dish he has ever heard of—he has yet to taste it—which offers any comparison. That is broiled mountain sheep. xyxy=(9,203,141,263)
story-dodo-headline xyxy=(150,285,289,311)
legal-notice xyxy=(426,1296,544,1717)
legal-notice-attorney: Campbell, Bulkley & Ledyard, Attorneys, 2000 Union Trust Bldg., Detroit, Mich. xyxy=(426,24,544,47)
legal-notice xyxy=(553,24,672,461)
legal-notice-body: MORTGAGE SALE—Default having been made in the terms and conditions of a certain mortgage made by the mortgagors therein named to the Union Trust Company, a Michigan corporation, of Detroit, Michigan, as mortgagee, dated the day of A.D. 1926, and recorded in the office of the Register of Deeds for the County of Oakland and State of Michigan in Liber of Mortgages, on page, on which mortgage there is claimed to be due at the date of this notice for principal and interest the sum of dollars; and no suit or proceedings at law or in equity having been instituted to recover the debt now remaining secured by said mortgage, or any part thereof. Now, therefore, by virtue of the power of sale contained in said mortgage, and pursuant to the statute of the State of Michigan in such case made and provided, notice is hereby given that on WEDNESDAY, THE TWENTY-EIGHTH DAY OF AUGUST, 1929, at twelve o'clock noon, Eastern Standard Time, the undersigned will, at the Easterly or Saginaw Street entrance to the Oakland County Building, in the City of Pontiac, County of Oakland, Michigan, that being the building where the Circuit Court for the County of Oakland is held, sell at public auction to the highest bidder the premises described in said mortgage, or so much thereof as may be necessary to pay the amount due as aforesaid, and any sum or sums which may be paid by the undersigned at or before said sale for taxes and/or insurance on said premises, and all other sums paid by the undersigned, with interest thereon, pursuant to law and to the terms of said mortgage, and all legal costs, charges and expenses, including an attorney's fee, which premises are described as follows: Lot numbered of Subdivision of part of Section, Town North, Range East, Township of Royal Oak, Oakland County, Michigan, according to the plat thereof as recorded in Liber of Plats, on page, Oakland County Records. xyxy=(426,1749,545,2123)
legal-notice-attorney: Anderson, Wilcox, Lacy & Lawson, Attorneys, Buhl Bldg., Detroit, Mich. xyxy=(553,2162,672,2178)
legal-notice-signature: GEORGE S. FIELD, ATTORNEY FOR MORTGAGEE. xyxy=(558,1295,672,1311)
legal-notice xyxy=(681,438,800,843)
legal-notice-signature: EDWIN W. ELLSWORTH AND LOUISE B. ELLSWORTH, MORTGAGEES. xyxy=(324,421,417,445)
notice-divider xyxy=(681,1253,800,1254)
headline-line: All That Was Needed xyxy=(171,45,289,59)
legal-notice-attorney: Highland Park Trust Company, of the City of Highland Park, County of Wayne, State of Michigan. xyxy=(681,24,800,47)
legal-notice-attorney: Campbell, Bulkley & Ledyard, Attorneys, 2000 Union Trust Bldg., Detroit, Mich. xyxy=(150,710,289,726)
column-4 xyxy=(422,22,549,2147)
legal-notice-body: MORTGAGE SALE—Default having been made in the terms and conditions of a certain mortgage made by the mortgagors therein named to the Union Trust Company, a Michigan corporation, of Detroit, Michigan, as mortgagee, dated the day of A.D. 1926, and recorded in the office of the Register of Deeds for the County of Oakland and State of Michigan in Liber of Mortgages, on page, on which mortgage there is claimed to be due at the date of this notice for principal and interest the sum of dollars; and no suit or proceedings at law or in equity having been instituted to recover the debt now remaining secured by said mortgage, or any part thereof. Now, therefore, by virtue of the power of sale contained in said mortgage, and pursuant to the statute of the State of Michigan in such case made and provided, notice is hereby given that on WEDNESDAY, THE TWENTY-EIGHTH DAY OF AUGUST, 1929, at twelve o'clock noon, Eastern Standard Time, the undersigned will, at the Easterly or Saginaw Street entrance to the Oakland County Building, in the City of Pontiac, County of Oakland, Michigan, that being the building where the Circuit Court for the County of Oakland is held, sell at public auction to the highest bidder the premises described in said mortgage, or so much thereof as may be necessary to pay the amount due as aforesaid, and any sum or sums which may be paid by the undersigned at or before said sale for taxes and/or insurance on said premises, and all other sums paid by the undersigned, with interest thereon, pursuant to law and to the terms of said mortgage, and all legal costs, charges and expenses, including an attorney's fee, which premises are described as follows: Lot numbered of Subdivision of part of Section, Town North, Range East, Township of Royal Oak, Oakland County, Michigan, according to the plat thereof as recorded in Liber of Plats, on page, Oakland County Records. xyxy=(299,468,418,842)
legal-notice-signature: WILKINSON, LOWTHER, WILKINSON & O'CONNELL, ATTORNEYS FOR MORTGAGEE. xyxy=(567,437,672,461)
headline-line: Like Irish Peat Wax xyxy=(31,917,141,931)
notice-divider xyxy=(681,433,800,434)
legal-notice-body: MORTGAGE SALE—Default having been made in the terms and conditions of a certain mortgage made by the mortgagors therein named to the Union Trust Company, a Michigan corporation, of Detroit, Michigan, as mortgagee, dated the day of A.D. 1926, and recorded in the office of the Register of Deeds for the County of Oakland and State of Michigan in Liber of Mortgages, on page, on which mortgage there is claimed to be due at the date of this notice for principal and interest the sum of dollars; and no suit or proceedings at law or in equity having been instituted to recover the debt now remaining secured by said mortgage, or any part thereof. Now, therefore, by virtue of the power of sale contained in said mortgage, and pursuant to the statute of the State of Michigan in such case made and provided, notice is hereby given that on WEDNESDAY, THE TWENTY-EIGHTH DAY OF AUGUST, 1929, at twelve o'clock noon, Eastern Standard Time, the undersigned will, at the Easterly or Saginaw Street entrance to the Oakland County Building, in the City of Pontiac, County of Oakland, Michigan, that being the building where the Circuit Court for the County of Oakland is held, sell at public auction to the highest bidder the premises described in said mortgage, or so much thereof as may be necessary to pay the amount due as aforesaid, and any sum or sums which may be paid by the undersigned at or before said sale for taxes and/or insurance on said premises, and all other sums paid by the undersigned, with interest thereon, pursuant to law and to the terms of said mortgage, and all legal costs, charges and expenses, including an attorney's fee, which premises are described as follows: Lot numbered of Subdivision of part of Section, Town North, Range East, Township of Royal Oak, Oakland County, Michigan, according to the plat thereof as recorded in Liber of Plats, on page, Oakland County Records. xyxy=(553,1335,672,1709)
legal-notice-date: Dated at Detroit, Michigan, May 22, 1929. xyxy=(304,1702,417,1710)
